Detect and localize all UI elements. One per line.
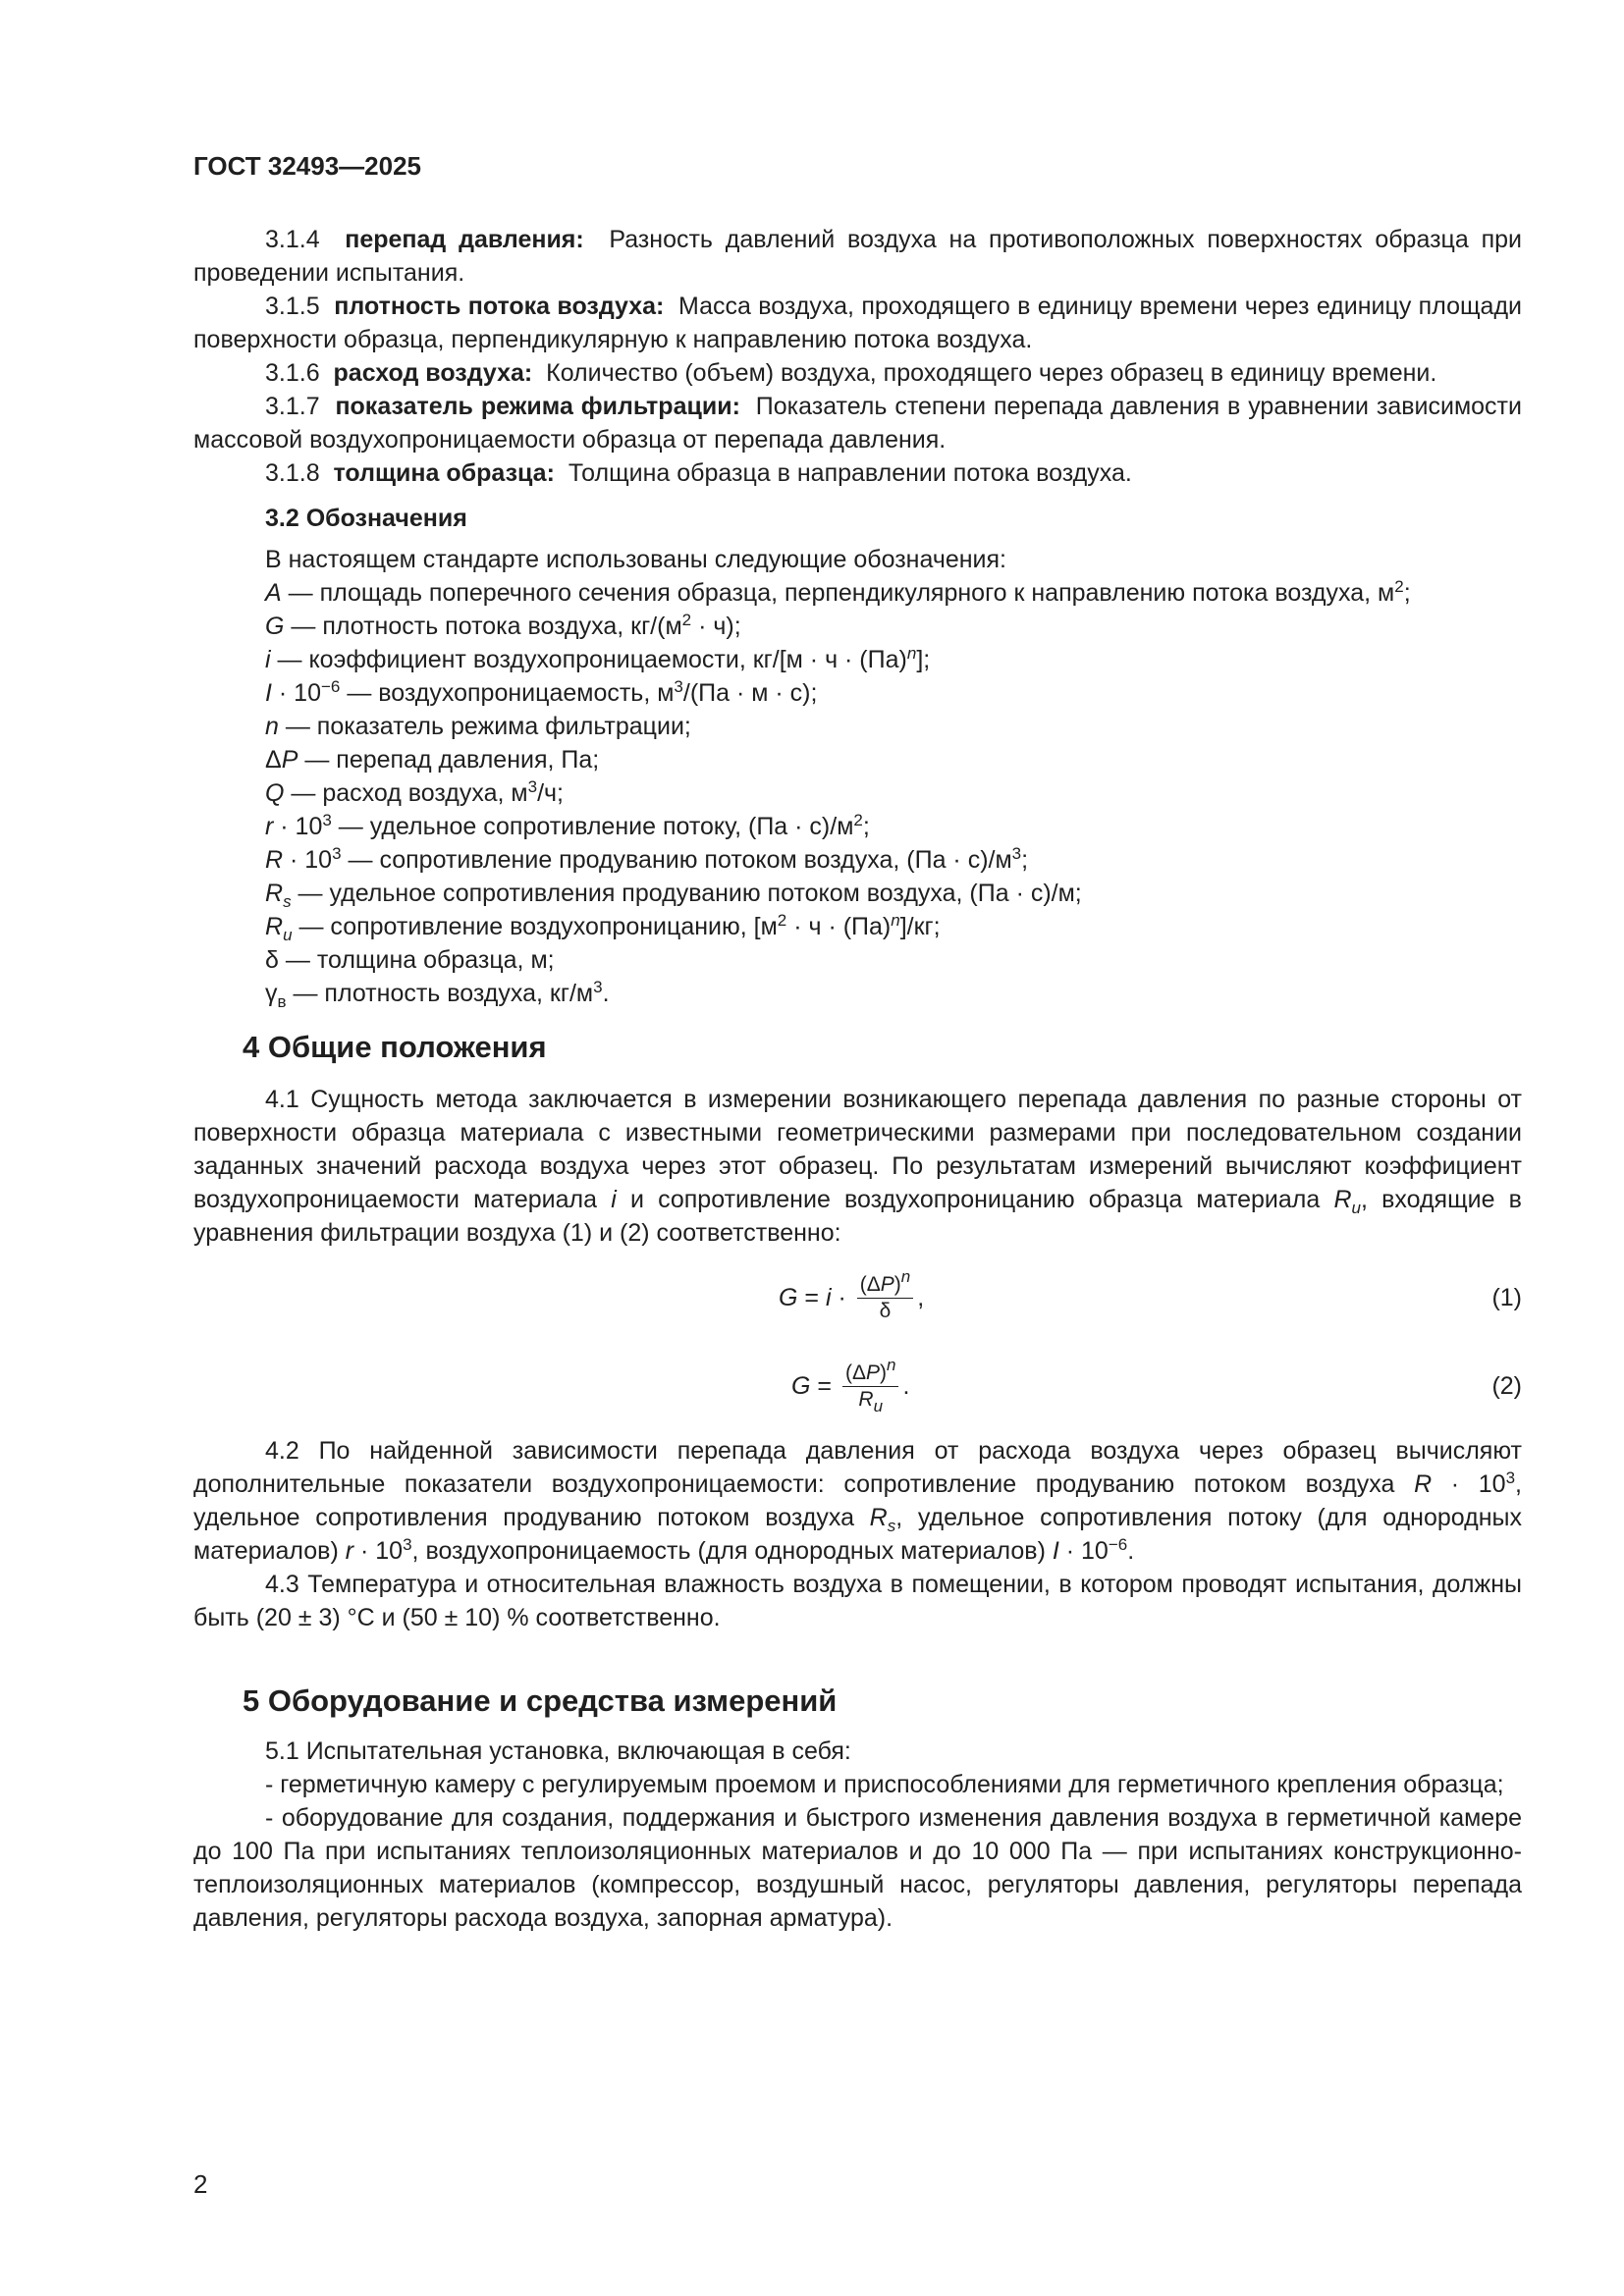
formula-1-fraction: $\frac{(\Delta P)^n}{\delta}$: [857, 1272, 914, 1324]
formula-2-expression: G = $\frac{(\Delta P)^n}{R_u}$ .: [791, 1355, 910, 1415]
formula-2-fraction: $\frac{(\Delta P)^n}{R_u}$: [842, 1361, 899, 1413]
page-number: 2: [193, 2169, 208, 2199]
symbol-gamma: $\gamma_в$ — плотность воздуха, $кг/м^3$.: [265, 978, 610, 1011]
symbol-n: n — показатель режима фильтрации;: [265, 713, 691, 740]
paragraph-4-1: 4.1 Сущность метода заключается в измерении возникающего перепада давления по разные стороны от поверхности образца материала с известными геометрическими размерами при последовательном создании заданных значений расхода воздуха через этот образец. По результатам измерений вычисляют коэффициент воздухопроницаемости материала i и сопротивление воздухопроницанию образца материала $R_u$, входящие в уравнения фильтрации воздуха (1) и (2) соответственно:: [193, 1086, 1522, 1247]
section-title-4: 4 Общие положения: [243, 1030, 547, 1064]
list-item: - герметичную камеру с регулируемым проемом и приспособлениями для герметичного крепления образца;: [265, 1771, 1504, 1798]
formula-2: [193, 1352, 1522, 1420]
symbol-R: $R \cdot 10^3$ — сопротивление продуванию потоком воздуха, $(Па \cdot с)/м^3$;: [265, 844, 1029, 874]
page-content: [193, 223, 1522, 1935]
formula-1-expression: G = i · $\frac{(\Delta P)^n}{\delta}$ ,: [779, 1266, 925, 1322]
subsection-title-3-2: 3.2 Обозначения: [265, 505, 467, 532]
list-item: - оборудование для создания, поддержания и быстрого изменения давления воздуха в герметичной камере до 100 Па при испытаниях теплоизоляционных материалов и до 10 000 Па — при испытаниях конструкционно-теплоизоляционных материалов (компрессор, воздушный насос, регуляторы давления, регуляторы перепада давления, регуляторы расхода воздуха, запорная арматура).: [193, 1804, 1522, 1932]
symbol-delta-P: ΔP — перепад давления, Па;: [265, 746, 600, 774]
formula-1: [193, 1263, 1522, 1332]
page-header: ГОСТ 32493—2025: [193, 151, 421, 181]
paragraph-4-2: 4.2 По найденной зависимости перепада давления от расхода воздуха через образец вычисляют дополнительные показатели воздухопроницаемости: сопротивление продуванию потоком воздуха $R \cdot 10^3$, удельное сопротивления продуванию потоком воздуха $R_s$, удельное сопротивления потоку (для однородных материалов) $r \cdot 10^3$, воздухопроницаемость (для однородных материалов) $I \cdot 10^{-6}$.: [193, 1437, 1522, 1565]
symbol-Q: Q — расход воздуха, $м^3/ч$;: [265, 777, 564, 807]
definition-3-1-8: 3.1.8 толщина образца: Толщина образца в направлении потока воздуха.: [265, 459, 1132, 487]
paragraph-5-1: 5.1 Испытательная установка, включающая в себя:: [265, 1737, 851, 1765]
symbol-Rs: $R_s$ — удельное сопротивления продуванию потоком воздуха, (Па · с)/м;: [265, 880, 1082, 911]
symbol-delta: δ — толщина образца, м;: [265, 946, 555, 974]
definition-3-1-7: 3.1.7 показатель режима фильтрации: Показатель степени перепада давления в уравнении зависимости массовой воздухопроницаемости образца от перепада давления.: [193, 393, 1522, 454]
symbol-I: $I \cdot 10^{-6}$ — воздухопроницаемость, $м^3/(Па \cdot м \cdot с)$;: [265, 677, 818, 707]
definition-3-1-6: 3.1.6 расход воздуха: Количество (объем) воздуха, проходящего через образец в единицу времени.: [265, 359, 1437, 387]
symbol-Ru: $R_u$ — сопротивление воздухопроницанию, $[м^2 \cdot ч \cdot (Па)^n]/кг$;: [265, 911, 941, 944]
definition-3-1-5: 3.1.5 плотность потока воздуха: Масса воздуха, проходящего в единицу времени через единицу площади поверхности образца, перпендикулярную к направлению потока воздуха.: [193, 293, 1522, 353]
paragraph-4-3: 4.3 Температура и относительная влажность воздуха в помещении, в котором проводят испытания, должны быть (20 ± 3) °С и (50 ± 10) % соответственно.: [193, 1571, 1522, 1631]
symbol-r: $r \cdot 10^3$ — удельное сопротивление потоку, $(Па \cdot с)/м^2$;: [265, 811, 870, 840]
symbol-i: i — коэффициент воздухопроницаемости, кг/[м · ч · (Па)$^n$];: [265, 644, 931, 673]
symbol-A: A — площадь поперечного сечения образца, перпендикулярного к направлению потока воздуха, $м^2$;: [265, 577, 1411, 607]
section-title-5: 5 Оборудование и средства измерений: [243, 1683, 838, 1718]
definition-3-1-4: 3.1.4 перепад давления: Разность давлений воздуха на противоположных поверхностях образца при проведении испытания.: [193, 226, 1522, 287]
symbols-intro: В настоящем стандарте использованы следующие обозначения:: [265, 546, 1007, 573]
formula-2-number: (2): [1491, 1372, 1522, 1400]
symbol-G: G — плотность потока воздуха, $кг/(м^2 \cdot ч)$;: [265, 611, 741, 640]
formula-1-number: (1): [1491, 1284, 1522, 1311]
